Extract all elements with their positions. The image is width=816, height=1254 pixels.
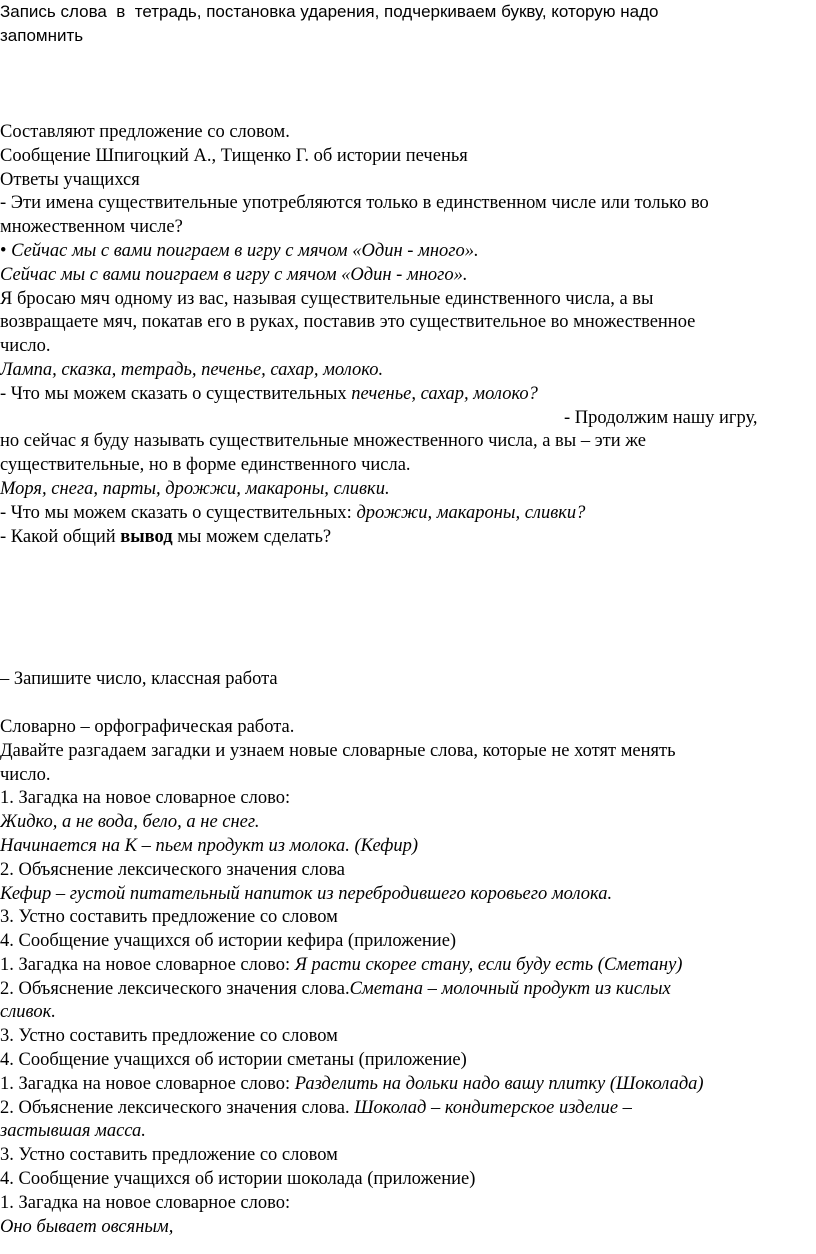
s2-line-13 xyxy=(0,978,806,1002)
s2-line-21: 4. Сообщение учащихся об истории шоколада (приложение) xyxy=(0,1169,476,1190)
s2-line-12-b: Я расти скорее стану, если буду есть (Сметану) xyxy=(294,954,683,975)
header-line-2: запомнить xyxy=(0,26,84,45)
s1-line-18 xyxy=(0,526,806,550)
s2-line-7: Начинается на К – пьем продукт из молока. (Кефир) xyxy=(0,835,419,856)
s2-line-19: застывшая масса. xyxy=(0,1121,146,1142)
s1-line-13: - Продолжим нашу игру, xyxy=(564,407,758,428)
document-body xyxy=(0,121,806,1239)
s1-line-1: Составляют предложение со словом. xyxy=(0,122,290,142)
s2-line-8: 2. Объяснение лексического значения слова xyxy=(0,859,345,880)
s1-line-17-a: - Что мы можем сказать о существительных: xyxy=(0,502,357,523)
s2-line-11: 4. Сообщение учащихся об истории кефира (приложение) xyxy=(0,931,457,952)
s1-line-18-c: мы можем сделать? xyxy=(172,526,332,547)
s2-line-22: 1. Загадка на новое словарное слово: xyxy=(0,1192,291,1213)
s2-line-17-b: Разделить на дольки надо вашу плитку (Шоколада) xyxy=(294,1073,704,1094)
s2-line-10: 3. Устно составить предложение со словом xyxy=(0,907,338,928)
header-line-1: Запись слова в тетрадь, постановка ударения, подчеркиваем букву, которую надо xyxy=(0,2,659,21)
header-paragraph xyxy=(0,0,810,48)
s1-line-18-b: вывод xyxy=(120,526,173,547)
s2-line-3: Давайте разгадаем загадки и узнаем новые словарные слова, которые не хотят менять xyxy=(0,740,676,761)
s2-line-20: 3. Устно составить предложение со словом xyxy=(0,1145,338,1166)
s2-line-12 xyxy=(0,954,806,978)
s1-line-17-b: дрожжи, макароны, сливки? xyxy=(356,502,586,523)
s2-line-13-a: 2. Объяснение лексического значения слова. xyxy=(0,978,350,999)
s2-line-13-b: Сметана – молочный продукт из кислых xyxy=(349,978,671,999)
s1-line-12 xyxy=(0,383,806,407)
s2-line-18 xyxy=(0,1097,806,1121)
s1-line-6 xyxy=(0,240,806,264)
bullet-icon: • xyxy=(0,240,7,261)
s1-line-18-a: - Какой общий xyxy=(0,526,121,547)
s1-line-15: существительные, но в форме единственного числа. xyxy=(0,455,411,476)
s1-line-2: Сообщение Шпигоцкий А., Тищенко Г. об истории печенья xyxy=(0,145,468,166)
s1-line-3: Ответы учащихся xyxy=(0,169,140,190)
s1-line-14: но сейчас я буду называть существительные множественного числа, а вы – эти же xyxy=(0,431,647,452)
s1-line-6-text: Сейчас мы с вами поиграем в игру с мячом «Один - много». xyxy=(11,240,479,261)
s1-line-12-a: - Что мы можем сказать о существительных xyxy=(0,383,352,404)
s1-line-5: множественном числе? xyxy=(0,217,183,238)
s2-line-1: – Запишите число, классная работа xyxy=(0,669,278,690)
s1-line-11: Лампа, сказка, тетрадь, печенье, сахар, молоко. xyxy=(0,359,384,380)
s1-line-16: Моря, снега, парты, дрожжи, макароны, сливки. xyxy=(0,478,390,499)
s2-line-14: сливок. xyxy=(0,1002,56,1023)
s2-line-2: Словарно – орфографическая работа. xyxy=(0,716,295,737)
s2-line-5: 1. Загадка на новое словарное слово: xyxy=(0,788,291,809)
s1-line-12-b: печенье, сахар, молоко? xyxy=(351,383,538,404)
s2-line-17-a: 1. Загадка на новое словарное слово: xyxy=(0,1073,295,1094)
s2-line-9: Кефир – густой питательный напиток из перебродившего коровьего молока. xyxy=(0,883,613,904)
s1-line-7: Сейчас мы с вами поиграем в игру с мячом «Один - много». xyxy=(0,264,468,285)
s2-line-18-a: 2. Объяснение лексического значения слова. xyxy=(0,1097,355,1118)
s2-line-15: 3. Устно составить предложение со словом xyxy=(0,1026,338,1047)
s2-line-6: Жидко, а не вода, бело, а не снег. xyxy=(0,812,260,833)
s1-line-9: возвращаете мяч, покатав его в руках, поставив это существительное во множественное xyxy=(0,312,696,333)
s1-line-4: - Эти имена существительные употребляются только в единственном числе или только во xyxy=(0,193,709,214)
s1-line-17 xyxy=(0,502,806,526)
s2-line-12-a: 1. Загадка на новое словарное слово: xyxy=(0,954,295,975)
s2-line-4: число. xyxy=(0,764,51,785)
s2-line-23: Оно бывает овсяным, xyxy=(0,1216,174,1237)
s1-line-8: Я бросаю мяч одному из вас, называя существительные единственного числа, а вы xyxy=(0,288,654,309)
s2-line-16: 4. Сообщение учащихся об истории сметаны (приложение) xyxy=(0,1050,467,1071)
s2-line-18-b: Шоколад – кондитерское изделие – xyxy=(354,1097,632,1118)
s2-line-17 xyxy=(0,1073,806,1097)
s1-line-10: число. xyxy=(0,336,51,357)
